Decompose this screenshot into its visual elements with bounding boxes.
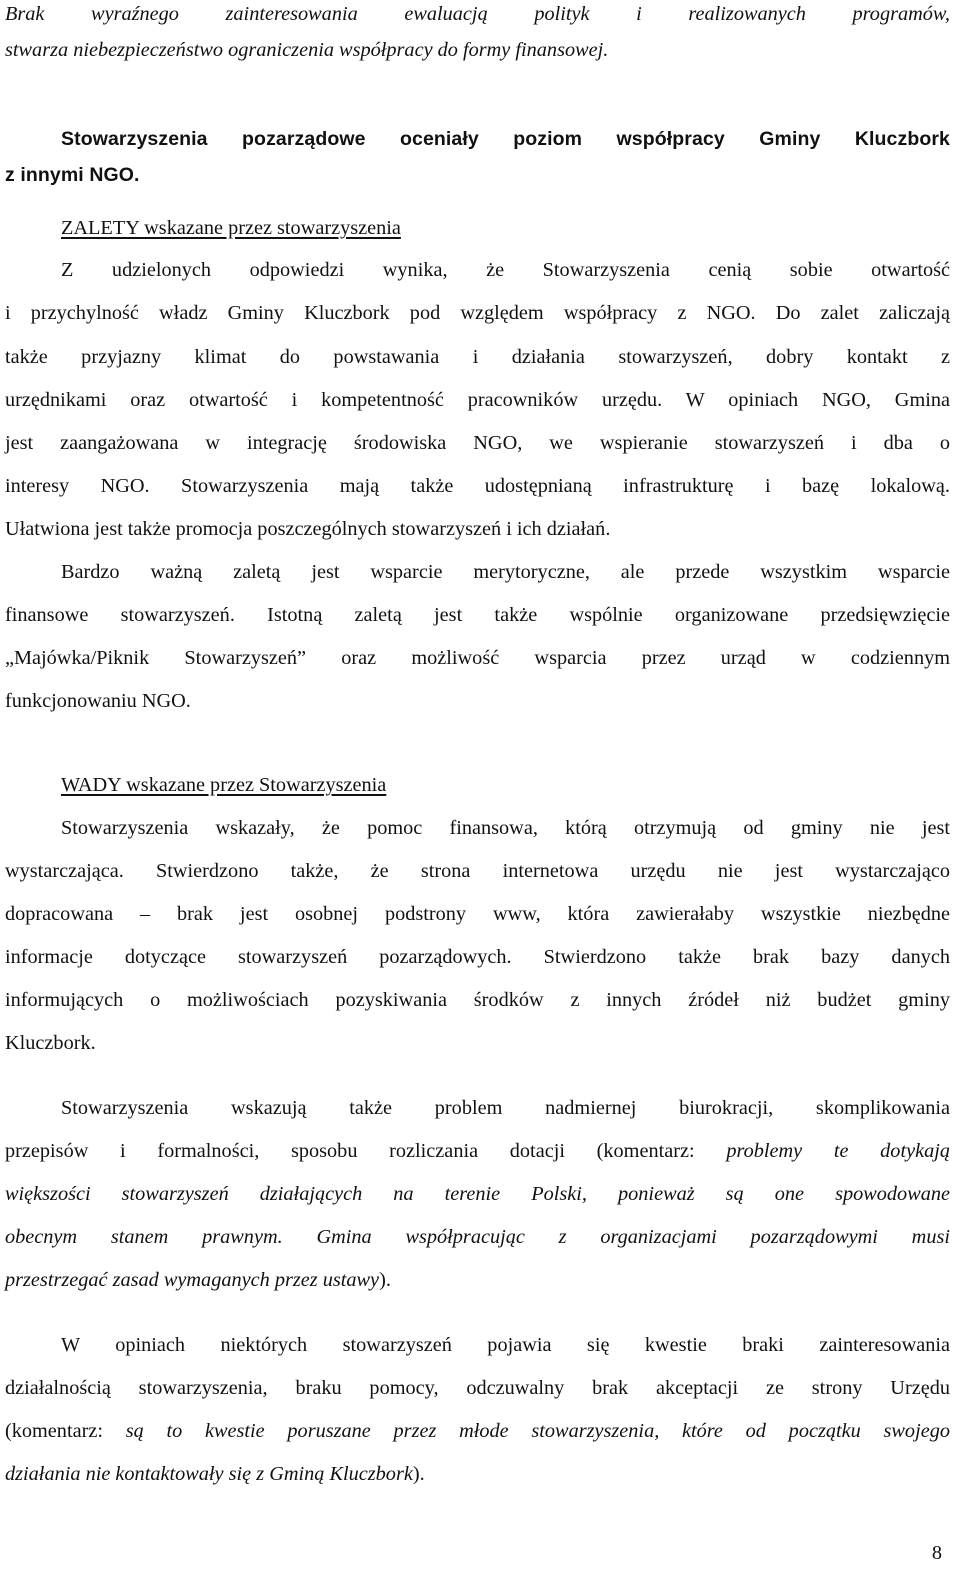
intro-line-1: Brak wyraźnego zainteresowania ewaluacją polityk i realizowanych programów, <box>5 3 950 25</box>
zalety-title-text: ZALETY wskazane przez stowarzyszenia <box>61 217 401 239</box>
zalety-p1-line: interesy NGO. Stowarzyszenia mają także udostępnianą infrastrukturę i bazę lokalową. <box>5 475 950 497</box>
wady-p3-line-3-italic: są to kwestie poruszane przez młode stowarzyszenia, które od początku swojego <box>125 1420 950 1442</box>
wady-title <box>61 767 950 803</box>
wady-p1-line: wystarczająca. Stwierdzono także, że strona internetowa urzędu nie jest wystarczająco <box>5 860 950 882</box>
wady-p3-line <box>5 1413 950 1449</box>
wady-p2-line-5-italic: przestrzegać zasad wymaganych przez ustawy <box>5 1269 380 1291</box>
zalety-p2-line: funkcjonowaniu NGO. <box>5 690 191 712</box>
zalety-p2-line: „Majówka/Piknik Stowarzyszeń” oraz możliwość wsparcia przez urząd w codziennym <box>5 647 950 669</box>
wady-p2-line-5-normal: ). <box>379 1269 391 1291</box>
zalety-title <box>61 210 950 246</box>
wady-p1-line: dopracowana – brak jest osobnej podstrony www, która zawierałaby wszystkie niezbędne <box>5 903 950 925</box>
wady-p3-line: W opiniach niektórych stowarzyszeń pojawia się kwestie braki zainteresowania <box>61 1334 950 1356</box>
wady-p1-line: informujących o możliwościach pozyskiwania środków z innych źródeł niż budżet gminy <box>5 989 950 1011</box>
wady-p3-line: działalnością stowarzyszenia, braku pomocy, odczuwalny brak akceptacji ze strony Urzędu <box>5 1377 950 1399</box>
zalety-p1-line: Z udzielonych odpowiedzi wynika, że Stowarzyszenia cenią sobie otwartość <box>61 259 950 281</box>
wady-p2-line: Stowarzyszenia wskazują także problem nadmiernej biurokracji, skomplikowania <box>61 1097 950 1119</box>
zalety-p1-line: Ułatwiona jest także promocja poszczególnych stowarzyszeń i ich działań. <box>5 518 611 540</box>
heading-line-2-text: z innymi NGO. <box>5 164 140 186</box>
zalety-p2-line: Bardzo ważną zaletą jest wsparcie merytoryczne, ale przede wszystkim wsparcie <box>61 561 950 583</box>
wady-p2-line: obecnym stanem prawnym. Gmina współpracując z organizacjami pozarządowymi musi <box>5 1226 950 1248</box>
wady-p1-line: Kluczbork. <box>5 1032 96 1054</box>
zalety-p2-line: finansowe stowarzyszeń. Istotną zaletą jest także wspólnie organizowane przedsięwzięcie <box>5 604 950 626</box>
wady-p1-line: Stowarzyszenia wskazały, że pomoc finansowa, którą otrzymują od gminy nie jest <box>61 817 950 839</box>
wady-p3-line-4-italic: działania nie kontaktowały się z Gminą Kluczbork <box>5 1463 413 1485</box>
wady-p3-line-3-normal: (komentarz: <box>5 1420 126 1442</box>
wady-p2-line-2-normal: przepisów i formalności, sposobu rozliczania dotacji (komentarz: <box>5 1140 727 1162</box>
wady-p3-line <box>5 1456 950 1492</box>
wady-p3-line-4-normal: ). <box>412 1463 425 1485</box>
zalety-p1-line: jest zaangażowana w integrację środowiska NGO, we wspieranie stowarzyszeń i dba o <box>5 432 950 454</box>
zalety-p1-line: urzędnikami oraz otwartość i kompetentność pracowników urzędu. W opiniach NGO, Gmina <box>5 389 950 411</box>
page-number: 8 <box>931 1542 942 1564</box>
intro-line-2: stwarza niebezpieczeństwo ograniczenia współpracy do formy finansowej. <box>5 39 609 61</box>
zalety-p1-line: i przychylność władz Gminy Kluczbork pod względem współpracy z NGO. Do zalet zaliczają <box>5 302 950 324</box>
heading-line-1: Stowarzyszenia pozarządowe oceniały poziom współpracy Gminy Kluczbork <box>61 128 950 150</box>
zalety-p1-line: także przyjazny klimat do powstawania i działania stowarzyszeń, dobry kontakt z <box>5 346 950 368</box>
wady-p2-line: większości stowarzyszeń działających na terenie Polski, ponieważ są one spowodowane <box>5 1183 950 1205</box>
wady-p1-line: informacje dotyczące stowarzyszeń pozarządowych. Stwierdzono także brak bazy danych <box>5 946 950 968</box>
wady-p2-line-2-italic: problemy te dotykają <box>726 1140 950 1162</box>
wady-p2-line <box>5 1262 950 1298</box>
wady-title-text: WADY wskazane przez Stowarzyszenia <box>61 774 387 796</box>
heading-line-2 <box>5 157 950 193</box>
wady-p2-line <box>5 1133 950 1169</box>
